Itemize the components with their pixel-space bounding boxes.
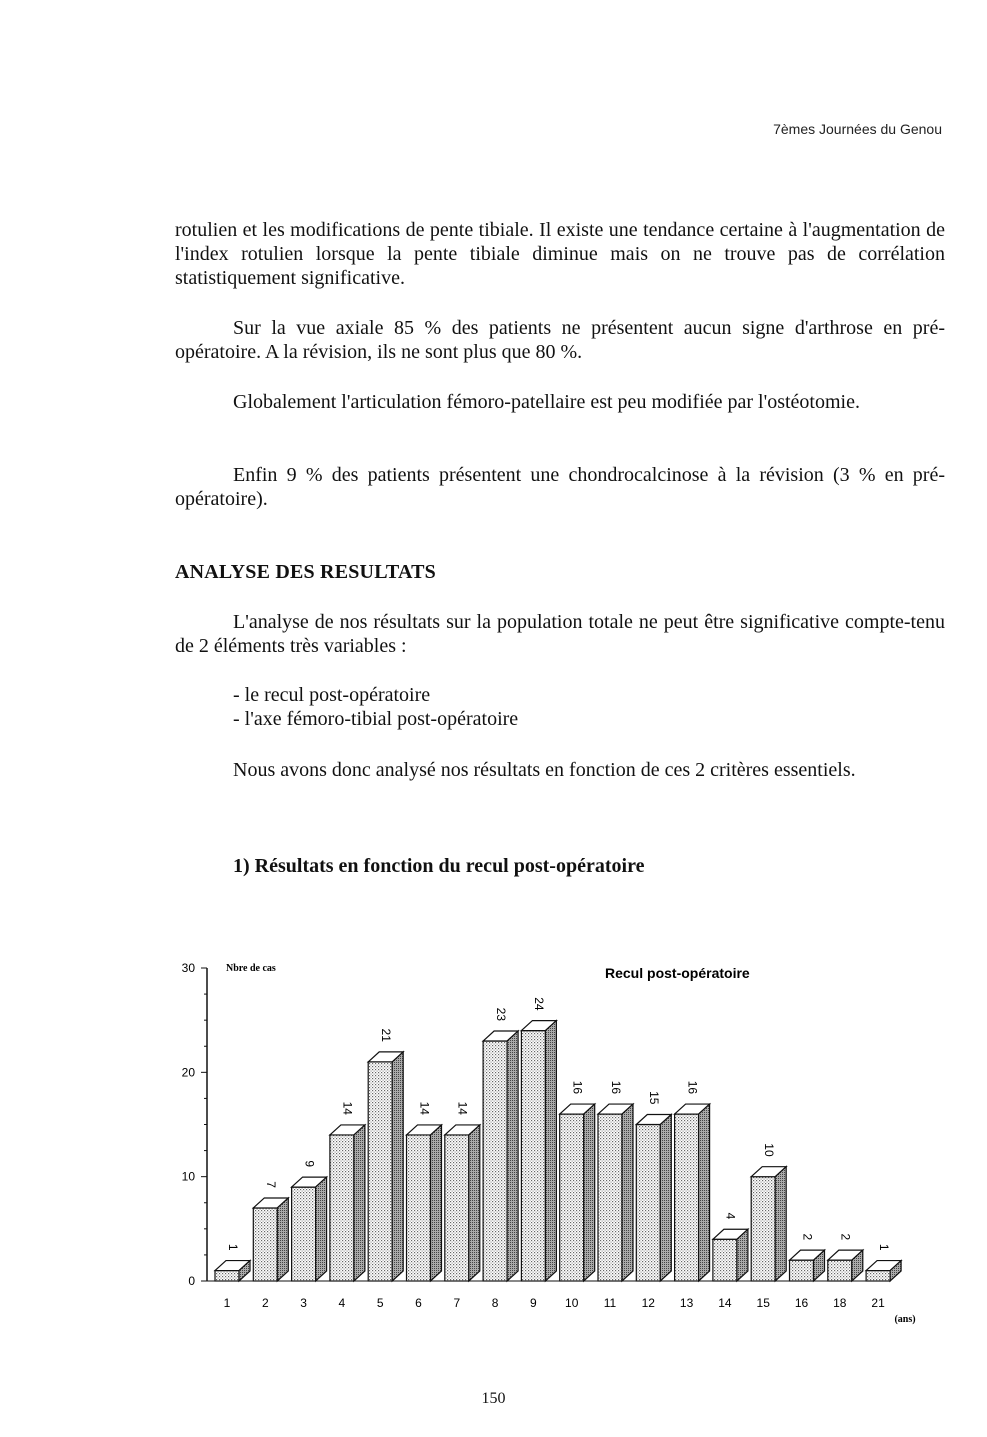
paragraph-text: Nous avons donc analysé nos résultats en fonction de ces 2 critères essentiels. — [233, 759, 856, 781]
data-label: 14 — [340, 1101, 355, 1115]
bar-side — [316, 1177, 327, 1281]
y-tick-label: 30 — [181, 961, 195, 975]
paragraph-text: rotulien et les modifications de pente tibiale. Il existe une tendance certaine à l'augmentation de l'index rotulien lorsque la pente tibiale diminue mais on ne trouve pas de corrélation statistiquement significative. — [175, 219, 945, 289]
data-label: 10 — [762, 1143, 777, 1157]
paragraph-conclusion — [175, 758, 945, 782]
y-tick-label: 0 — [188, 1274, 195, 1288]
data-label: 16 — [685, 1080, 700, 1095]
y-tick-label: 10 — [181, 1169, 195, 1184]
x-tick-label: 7 — [453, 1296, 461, 1310]
x-tick-label: 13 — [679, 1296, 694, 1310]
x-tick-label: 5 — [376, 1296, 384, 1310]
bar-side — [392, 1052, 403, 1281]
list-item: - l'axe fémoro-tibial post-opératoire — [233, 708, 519, 730]
data-label: 9 — [302, 1160, 317, 1168]
bar-group — [598, 1104, 633, 1281]
paragraph-continuation — [175, 218, 945, 290]
bar-side — [507, 1031, 518, 1281]
bar-side — [584, 1104, 595, 1281]
bar-group — [292, 1177, 327, 1281]
paragraph-analysis — [175, 610, 945, 658]
x-tick-label: 3 — [300, 1296, 307, 1310]
bar — [598, 1114, 622, 1281]
bar — [253, 1208, 277, 1281]
paragraph-text: L'analyse de nos résultats sur la population totale ne peut être significative compte-tenu de 2 éléments très variables : — [175, 611, 945, 657]
bar-group — [368, 1052, 403, 1281]
bar — [483, 1041, 507, 1281]
x-tick-label: 11 — [603, 1296, 617, 1310]
x-tick-label: 2 — [261, 1296, 269, 1310]
y-axis-label: Nbre de cas — [226, 963, 276, 974]
bar-side — [431, 1125, 442, 1281]
bar-side — [469, 1125, 480, 1281]
criteria-list — [233, 683, 518, 731]
x-tick-label: 1 — [223, 1296, 231, 1310]
data-label: 14 — [455, 1101, 470, 1115]
bar-side — [737, 1229, 748, 1281]
bar — [215, 1271, 239, 1281]
bar — [675, 1114, 699, 1281]
paragraph-text: Sur la vue axiale 85 % des patients ne présentent aucun signe d'arthrose en pré-opératoire. A la révision, ils ne sont plus que 80 %. — [175, 317, 945, 363]
bar-side — [545, 1021, 556, 1281]
bar — [560, 1114, 584, 1281]
data-label: 1 — [225, 1243, 240, 1251]
x-tick-label: 21 — [871, 1296, 885, 1310]
paragraph-chondrocalcinosis — [175, 463, 945, 511]
data-label: 1 — [876, 1243, 891, 1251]
data-label: 21 — [379, 1028, 394, 1042]
subsection-title: 1) Résultats en fonction du recul post-opératoire — [233, 855, 645, 877]
bar-group — [253, 1198, 288, 1281]
bar-group — [713, 1229, 748, 1281]
running-header: 7èmes Journées du Genou — [773, 121, 942, 137]
x-tick-label: 15 — [756, 1296, 770, 1310]
page-number: 150 — [481, 1390, 506, 1407]
chart-title: Recul post-opératoire — [605, 965, 750, 981]
data-label: 2 — [800, 1233, 815, 1241]
data-label: 24 — [532, 997, 547, 1011]
bar — [790, 1260, 814, 1281]
paragraph-axial-view — [175, 316, 945, 364]
data-label: 15 — [647, 1091, 662, 1105]
bar — [636, 1125, 660, 1282]
data-label: 7 — [264, 1181, 279, 1188]
bar-group — [521, 1021, 556, 1281]
y-tick-label: 20 — [181, 1065, 195, 1080]
data-label: 16 — [570, 1080, 585, 1095]
data-label: 2 — [838, 1233, 853, 1241]
bar-group — [407, 1125, 442, 1281]
x-axis-label: (ans) — [894, 1314, 916, 1325]
bar-group — [636, 1115, 671, 1282]
bar-group — [560, 1104, 595, 1281]
x-tick-label: 18 — [833, 1296, 847, 1310]
bar-chart — [150, 940, 950, 1340]
x-tick-label: 14 — [718, 1296, 732, 1310]
paragraph-text: Globalement l'articulation fémoro-patellaire est peu modifiée par l'ostéotomie. — [233, 391, 860, 413]
bar-group — [866, 1261, 901, 1281]
bar-group — [483, 1031, 518, 1281]
bar-group — [215, 1261, 250, 1281]
x-tick-label: 10 — [565, 1296, 579, 1310]
bar — [330, 1135, 354, 1281]
bar-side — [622, 1104, 633, 1281]
data-label: 16 — [608, 1080, 623, 1095]
bar-side — [660, 1115, 671, 1282]
list-item: - le recul post-opératoire — [233, 684, 431, 706]
x-tick-label: 12 — [641, 1296, 655, 1310]
bar-group — [828, 1250, 863, 1281]
bar-side — [775, 1167, 786, 1281]
bar-group — [751, 1167, 786, 1281]
bar — [292, 1187, 316, 1281]
bar — [751, 1177, 775, 1281]
data-label: 14 — [417, 1101, 432, 1115]
bar-group — [675, 1104, 710, 1281]
bar-group — [445, 1125, 480, 1281]
paragraph-text: Enfin 9 % des patients présentent une chondrocalcinose à la révision (3 % en pré-opératoire). — [175, 464, 945, 510]
bar — [407, 1135, 431, 1281]
x-tick-label: 4 — [338, 1296, 346, 1310]
bar — [866, 1271, 890, 1281]
bar — [828, 1260, 852, 1281]
x-tick-label: 8 — [491, 1296, 499, 1310]
bar-side — [354, 1125, 365, 1281]
section-title: ANALYSE DES RESULTATS — [175, 561, 436, 583]
bar — [713, 1239, 737, 1281]
x-tick-label: 6 — [415, 1296, 422, 1310]
data-label: 23 — [493, 1007, 508, 1022]
bar — [521, 1031, 545, 1281]
bar — [368, 1062, 392, 1281]
x-tick-label: 16 — [794, 1296, 809, 1310]
bar-group — [790, 1250, 825, 1281]
x-tick-label: 9 — [530, 1296, 537, 1310]
bar-group — [330, 1125, 365, 1281]
bar-side — [699, 1104, 710, 1281]
bar-side — [277, 1198, 288, 1281]
paragraph-femoro-patellar — [175, 390, 945, 414]
data-label: 4 — [723, 1212, 738, 1220]
bar — [445, 1135, 469, 1281]
